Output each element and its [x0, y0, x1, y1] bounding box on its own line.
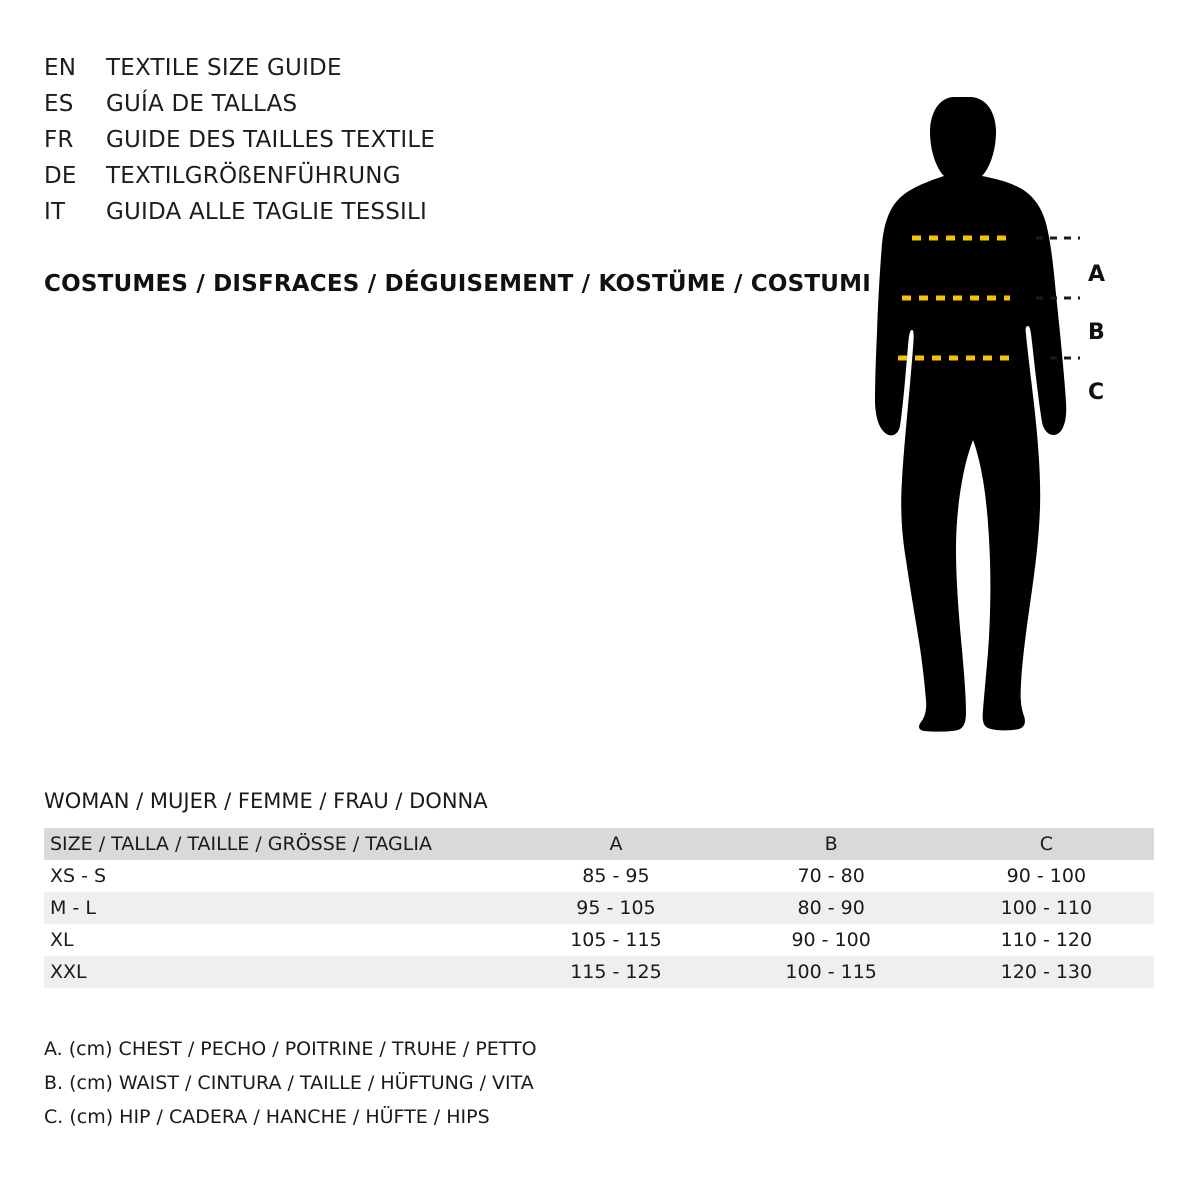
language-text: GUIDE DES TAILLES TEXTILE [106, 127, 436, 153]
language-code: ES [44, 91, 74, 117]
note-waist: B. (cm) WAIST / CINTURA / TAILLE / HÜFTUNG / VITA [44, 1072, 534, 1094]
language-text: GUIDA ALLE TAGLIE TESSILI [106, 199, 428, 225]
costumes-subtitle: COSTUMES / DISFRACES / DÉGUISEMENT / KOSTÜME / COSTUMI [44, 271, 871, 297]
table-row [44, 860, 1154, 892]
language-row [44, 91, 784, 127]
header-size: SIZE / TALLA / TAILLE / GRÖSSE / TAGLIA [44, 828, 508, 860]
header-b: B [724, 828, 939, 860]
language-row [44, 55, 784, 91]
language-code: EN [44, 55, 77, 81]
cell-size: M - L [44, 892, 508, 924]
cell-b: 100 - 115 [724, 956, 939, 988]
cell-c: 100 - 110 [939, 892, 1154, 924]
header-c: C [939, 828, 1154, 860]
cell-size: XXL [44, 956, 508, 988]
cell-a: 85 - 95 [508, 860, 723, 892]
language-row [44, 127, 784, 163]
measurement-guides [840, 40, 1160, 740]
cell-c: 110 - 120 [939, 924, 1154, 956]
cell-a: 105 - 115 [508, 924, 723, 956]
note-hip: C. (cm) HIP / CADERA / HANCHE / HÜFTE / HIPS [44, 1106, 490, 1128]
measurement-notes [44, 1032, 537, 1134]
measure-label-b: B [1088, 320, 1105, 345]
language-code: DE [44, 163, 77, 189]
table-row [44, 956, 1154, 988]
language-text: TEXTILGRÖßENFÜHRUNG [106, 163, 401, 189]
language-row [44, 199, 784, 235]
cell-b: 70 - 80 [724, 860, 939, 892]
cell-c: 90 - 100 [939, 860, 1154, 892]
body-figure [840, 40, 1160, 740]
cell-size: XL [44, 924, 508, 956]
table-row [44, 924, 1154, 956]
language-text: TEXTILE SIZE GUIDE [106, 55, 342, 81]
cell-c: 120 - 130 [939, 956, 1154, 988]
table-caption: WOMAN / MUJER / FEMME / FRAU / DONNA [44, 789, 488, 813]
header-a: A [508, 828, 723, 860]
cell-b: 90 - 100 [724, 924, 939, 956]
cell-a: 95 - 105 [508, 892, 723, 924]
language-text: GUÍA DE TALLAS [106, 91, 298, 117]
measure-label-a: A [1088, 262, 1106, 287]
measure-label-c: C [1088, 380, 1105, 405]
language-list [44, 55, 784, 235]
language-code: IT [44, 199, 66, 225]
table-header-row [44, 828, 1154, 860]
table-row [44, 892, 1154, 924]
cell-b: 80 - 90 [724, 892, 939, 924]
cell-a: 115 - 125 [508, 956, 723, 988]
cell-size: XS - S [44, 860, 508, 892]
language-code: FR [44, 127, 74, 153]
size-table [44, 828, 1154, 988]
note-chest: A. (cm) CHEST / PECHO / POITRINE / TRUHE / PETTO [44, 1038, 537, 1060]
language-row [44, 163, 784, 199]
